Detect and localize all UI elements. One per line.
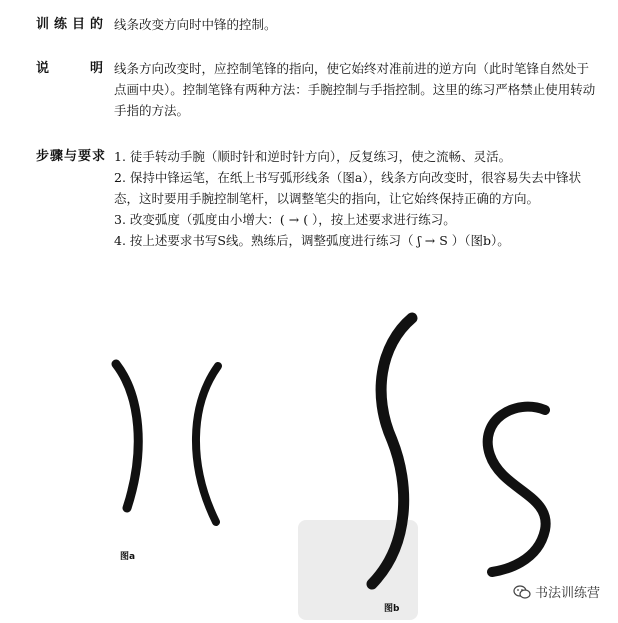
- step-item: 3. 改变弧度（弧度由小增大：( → ( ），按上述要求进行练习。: [114, 212, 456, 227]
- watermark: [513, 582, 600, 601]
- purpose-text: 线条改变方向时中锋的控制。: [114, 17, 277, 32]
- step-item: 1. 徒手转动手腕（顺时针和逆时针方向），反复练习，使之流畅、灵活。: [114, 149, 512, 164]
- step-item: 2. 保持中锋运笔，在纸上书写弧形线条（图a），线条方向改变时，很容易失去中锋状态，这时要用手腕控制笔杆，以调整笔尖的指向，让它始终保持正确的方向。: [114, 170, 582, 206]
- purpose-label: 训 练 目 的: [36, 17, 104, 32]
- figure-b-stroke-s: [488, 407, 546, 572]
- steps-label: 步骤与要求: [36, 149, 107, 164]
- figure-b-label: 图b: [384, 604, 400, 614]
- figure-a-stroke-right: [196, 366, 218, 522]
- wechat-icon: [513, 584, 531, 600]
- explanation-label: 说 明: [36, 61, 104, 76]
- step-item: 4. 按上述要求书写S线。熟练后，调整弧度进行练习（ ʃ → S ）（图b）。: [114, 233, 510, 248]
- figure-a-label: 图a: [120, 552, 136, 562]
- figure-a-stroke-left: [116, 364, 138, 508]
- watermark-text: 书法训练营: [534, 586, 600, 601]
- explanation-text: 线条方向改变时，应控制笔锋的指向，使它始终对准前进的逆方向（此时笔锋自然处于点画中央）。控制笔锋有两种方法：手腕控制与手指控制。这里的练习严格禁止使用转动手指的方法。: [114, 61, 596, 118]
